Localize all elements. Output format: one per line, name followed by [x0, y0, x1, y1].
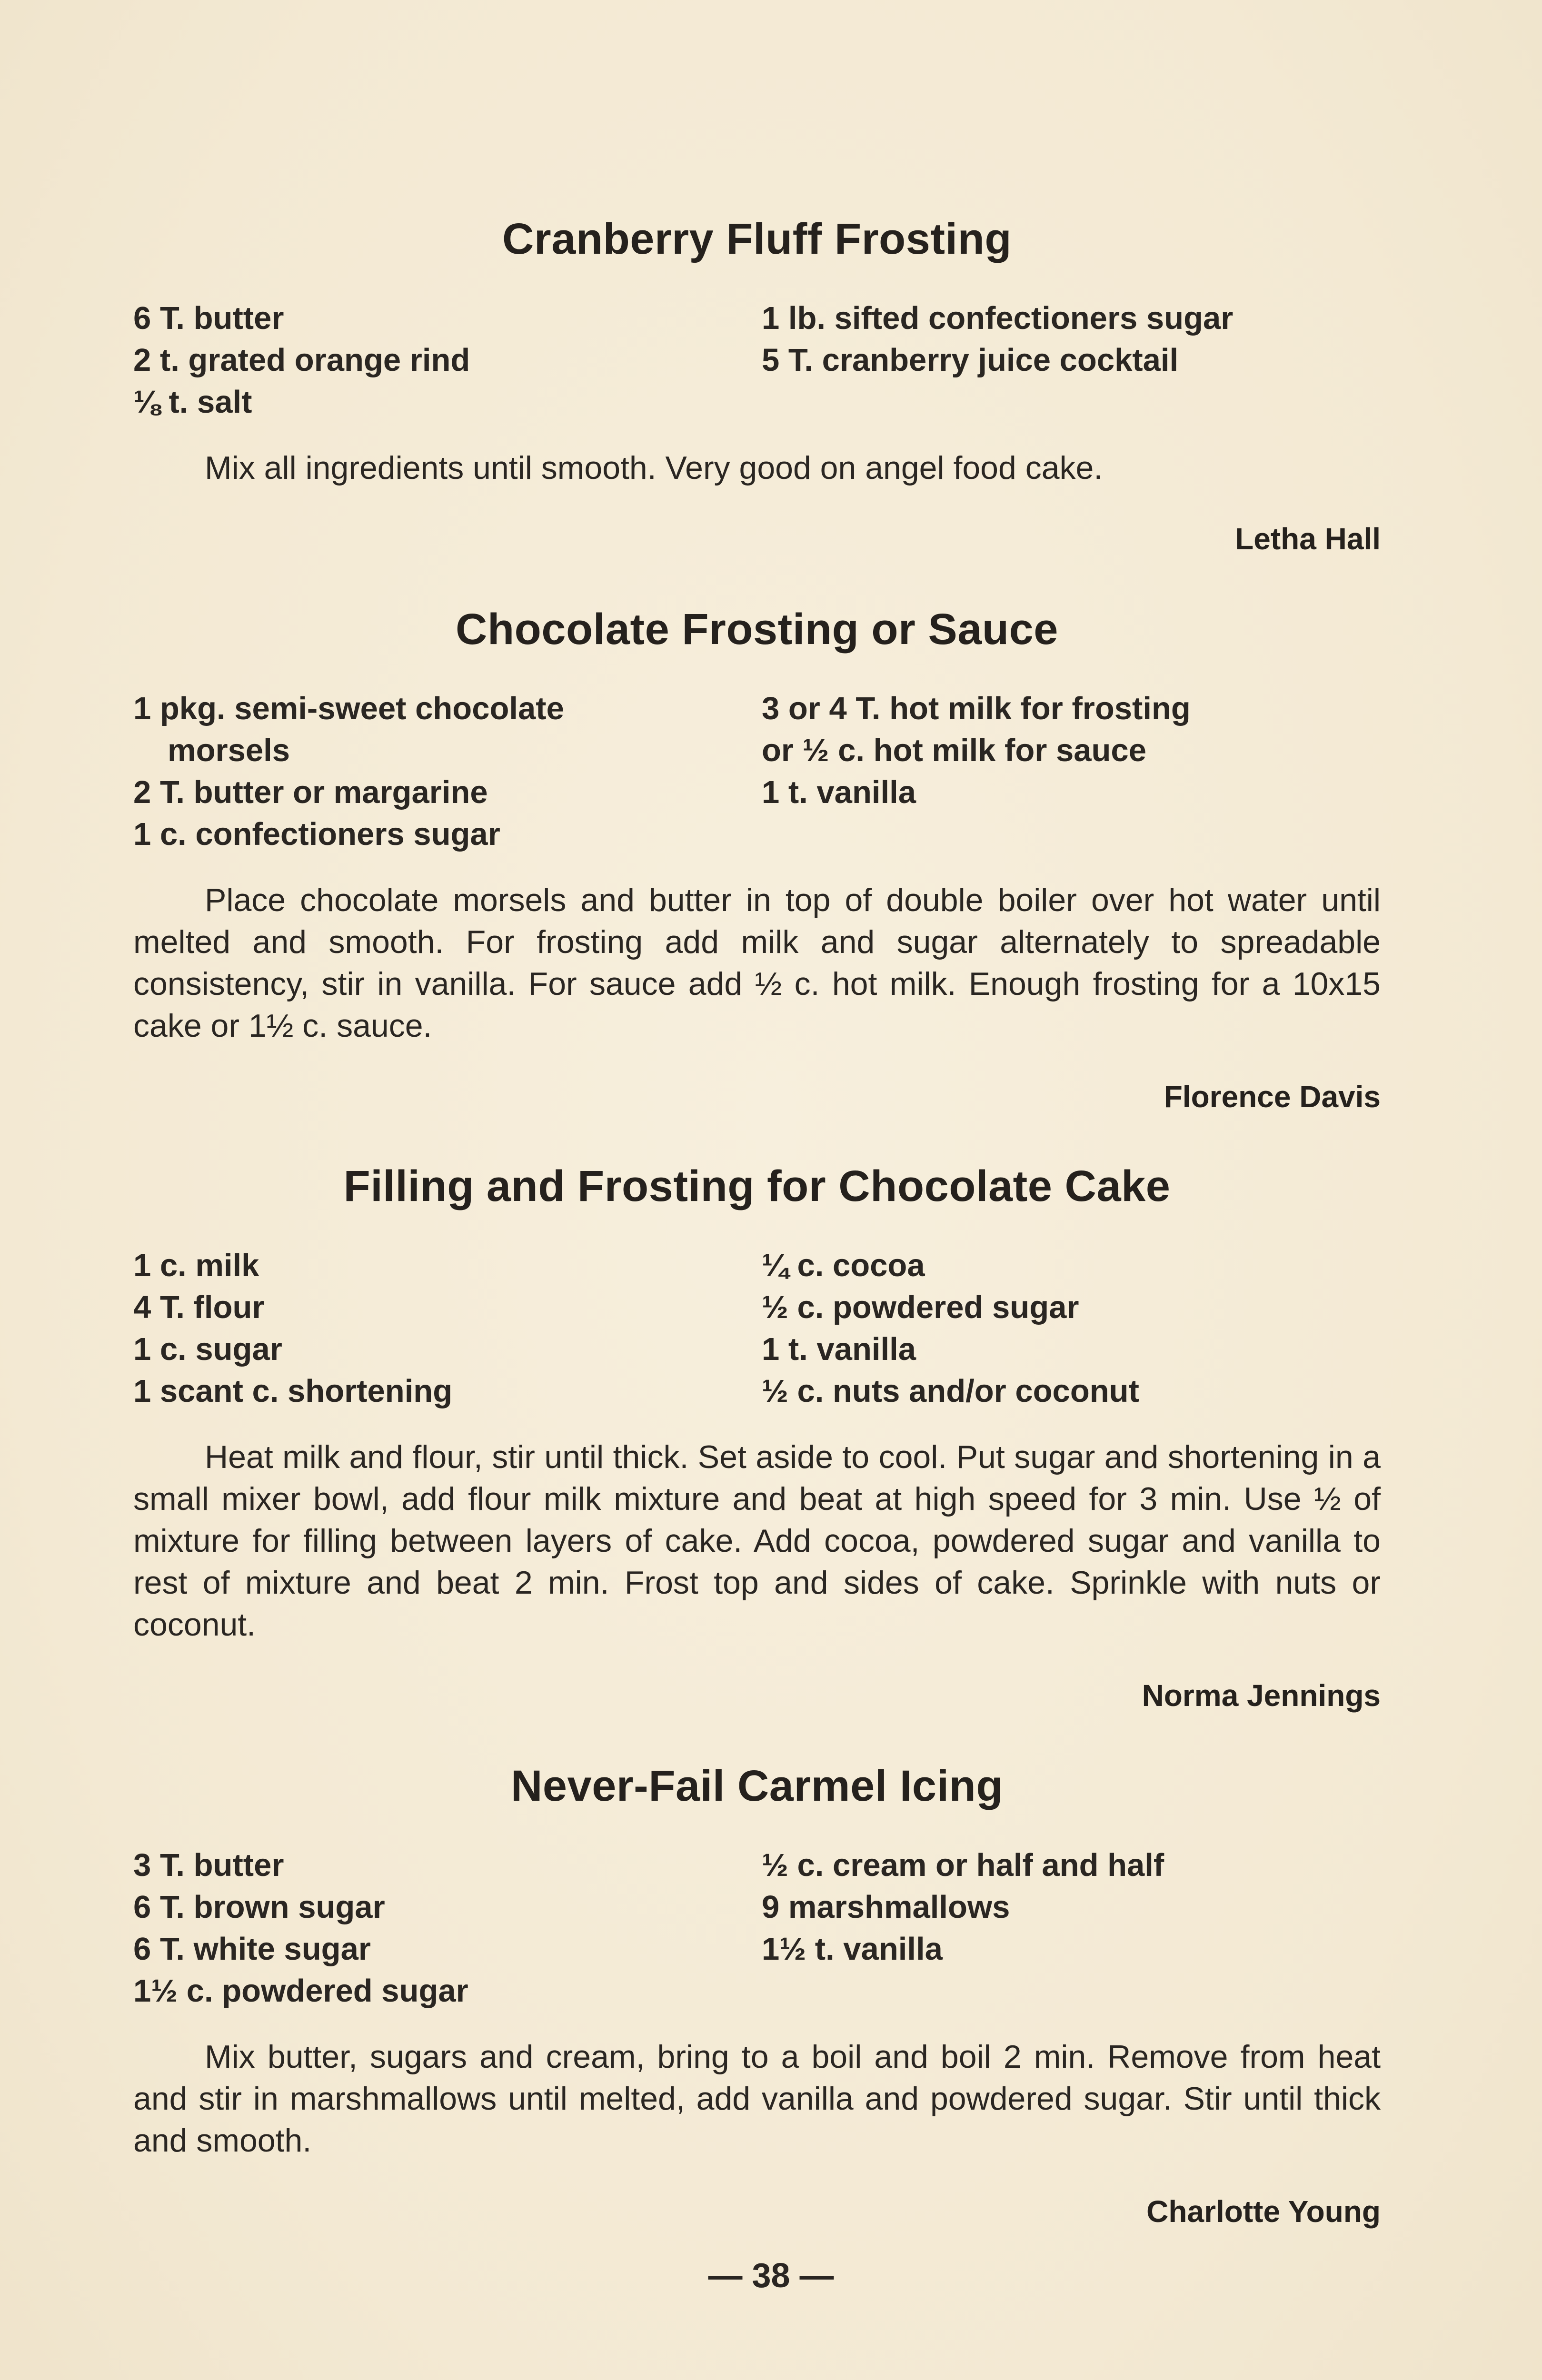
ingredient: morsels — [168, 733, 290, 768]
ingredient-column-right — [762, 298, 1381, 423]
ingredient-column-right — [762, 1844, 1381, 2012]
ingredient: 9 marshmallows — [762, 1889, 1010, 1925]
ingredient: 1 c. confectioners sugar — [133, 816, 500, 852]
ingredient: 1½ t. vanilla — [762, 1931, 943, 1967]
ingredient: 6 T. white sugar — [133, 1931, 371, 1967]
ingredient-column-left — [133, 298, 747, 423]
ingredient: 6 T. butter — [133, 300, 284, 336]
recipe-chocolate-frosting-or-sauce — [133, 605, 1381, 1114]
recipe-author: Charlotte Young — [1146, 2194, 1381, 2229]
ingredient: 1 scant c. shortening — [133, 1373, 453, 1409]
ingredient-column-right — [762, 1245, 1381, 1412]
ingredient: 1½ c. powdered sugar — [133, 1973, 468, 2009]
recipe-author: Letha Hall — [1235, 522, 1381, 556]
ingredient: 3 T. butter — [133, 1847, 284, 1883]
ingredient-column-right — [762, 688, 1381, 855]
recipe-title: Never-Fail Carmel Icing — [510, 1762, 1004, 1810]
recipe-title: Chocolate Frosting or Sauce — [456, 605, 1058, 654]
ingredient: 1 t. vanilla — [762, 1331, 916, 1367]
recipe-cranberry-fluff-frosting — [133, 214, 1381, 556]
ingredient: ⅛ t. salt — [133, 384, 252, 420]
ingredient: 6 T. brown sugar — [133, 1889, 385, 1925]
ingredient: 2 t. grated orange rind — [133, 342, 470, 378]
ingredient: 4 T. flour — [133, 1289, 265, 1325]
recipe-filling-and-frosting-chocolate-cake — [133, 1161, 1381, 1713]
ingredient: or ½ c. hot milk for sauce — [762, 733, 1146, 768]
ingredient: ½ c. cream or half and half — [762, 1847, 1164, 1883]
recipe-title: Filling and Frosting for Chocolate Cake — [343, 1162, 1171, 1210]
recipe-never-fail-carmel-icing — [133, 1761, 1381, 2229]
recipe-method: Mix all ingredients until smooth. Very good on angel food cake. — [205, 450, 1103, 486]
ingredient: 2 T. butter or margarine — [133, 774, 488, 810]
ingredient: 1 c. milk — [133, 1248, 259, 1283]
recipe-author: Florence Davis — [1164, 1080, 1381, 1114]
recipe-author: Norma Jennings — [1142, 1678, 1381, 1713]
ingredient: ½ c. nuts and/or coconut — [762, 1373, 1139, 1409]
ingredient-list — [133, 1844, 1381, 2012]
ingredient-list — [133, 1245, 1381, 1412]
ingredient: 1 lb. sifted confectioners sugar — [762, 300, 1234, 336]
recipe-method: Mix butter, sugars and cream, bring to a boil and boil 2 min. Remove from heat and stir in marshmallows until melted, add vanilla and powdered sugar. Stir until thick and smooth. — [133, 2039, 1381, 2159]
ingredient: 3 or 4 T. hot milk for frosting — [762, 691, 1191, 726]
ingredient: 1 c. sugar — [133, 1331, 282, 1367]
page-number: — 38 — — [708, 2257, 834, 2295]
ingredient-column-left — [133, 688, 747, 855]
ingredient-list — [133, 298, 1381, 423]
ingredient: ¼ c. cocoa — [762, 1248, 925, 1283]
recipe-method: Heat milk and flour, stir until thick. Set aside to cool. Put sugar and shortening in a small mixer bowl, add flour milk mixture and beat at high speed for 3 min. Use ½ of mixture for filling between layers of cake. Add cocoa, powdered sugar and vanilla to rest of mixture and beat 2 min. Frost top and sides of cake. Sprinkle with nuts or coconut. — [133, 1439, 1381, 1643]
ingredient-column-left — [133, 1844, 747, 2012]
ingredient: 5 T. cranberry juice cocktail — [762, 342, 1179, 378]
ingredient-column-left — [133, 1245, 747, 1412]
ingredient: ½ c. powdered sugar — [762, 1289, 1079, 1325]
ingredient: 1 t. vanilla — [762, 774, 916, 810]
recipe-method: Place chocolate morsels and butter in top of double boiler over hot water until melted and smooth. For frosting add milk and sugar alternately to spreadable consistency, stir in vanilla. For sauce add ½ c. hot milk. Enough frosting for a 10x15 cake or 1½ c. sauce. — [133, 882, 1381, 1044]
recipe-title: Cranberry Fluff Frosting — [502, 215, 1012, 263]
ingredient-list — [133, 688, 1381, 855]
ingredient: 1 pkg. semi-sweet chocolate — [133, 691, 564, 726]
